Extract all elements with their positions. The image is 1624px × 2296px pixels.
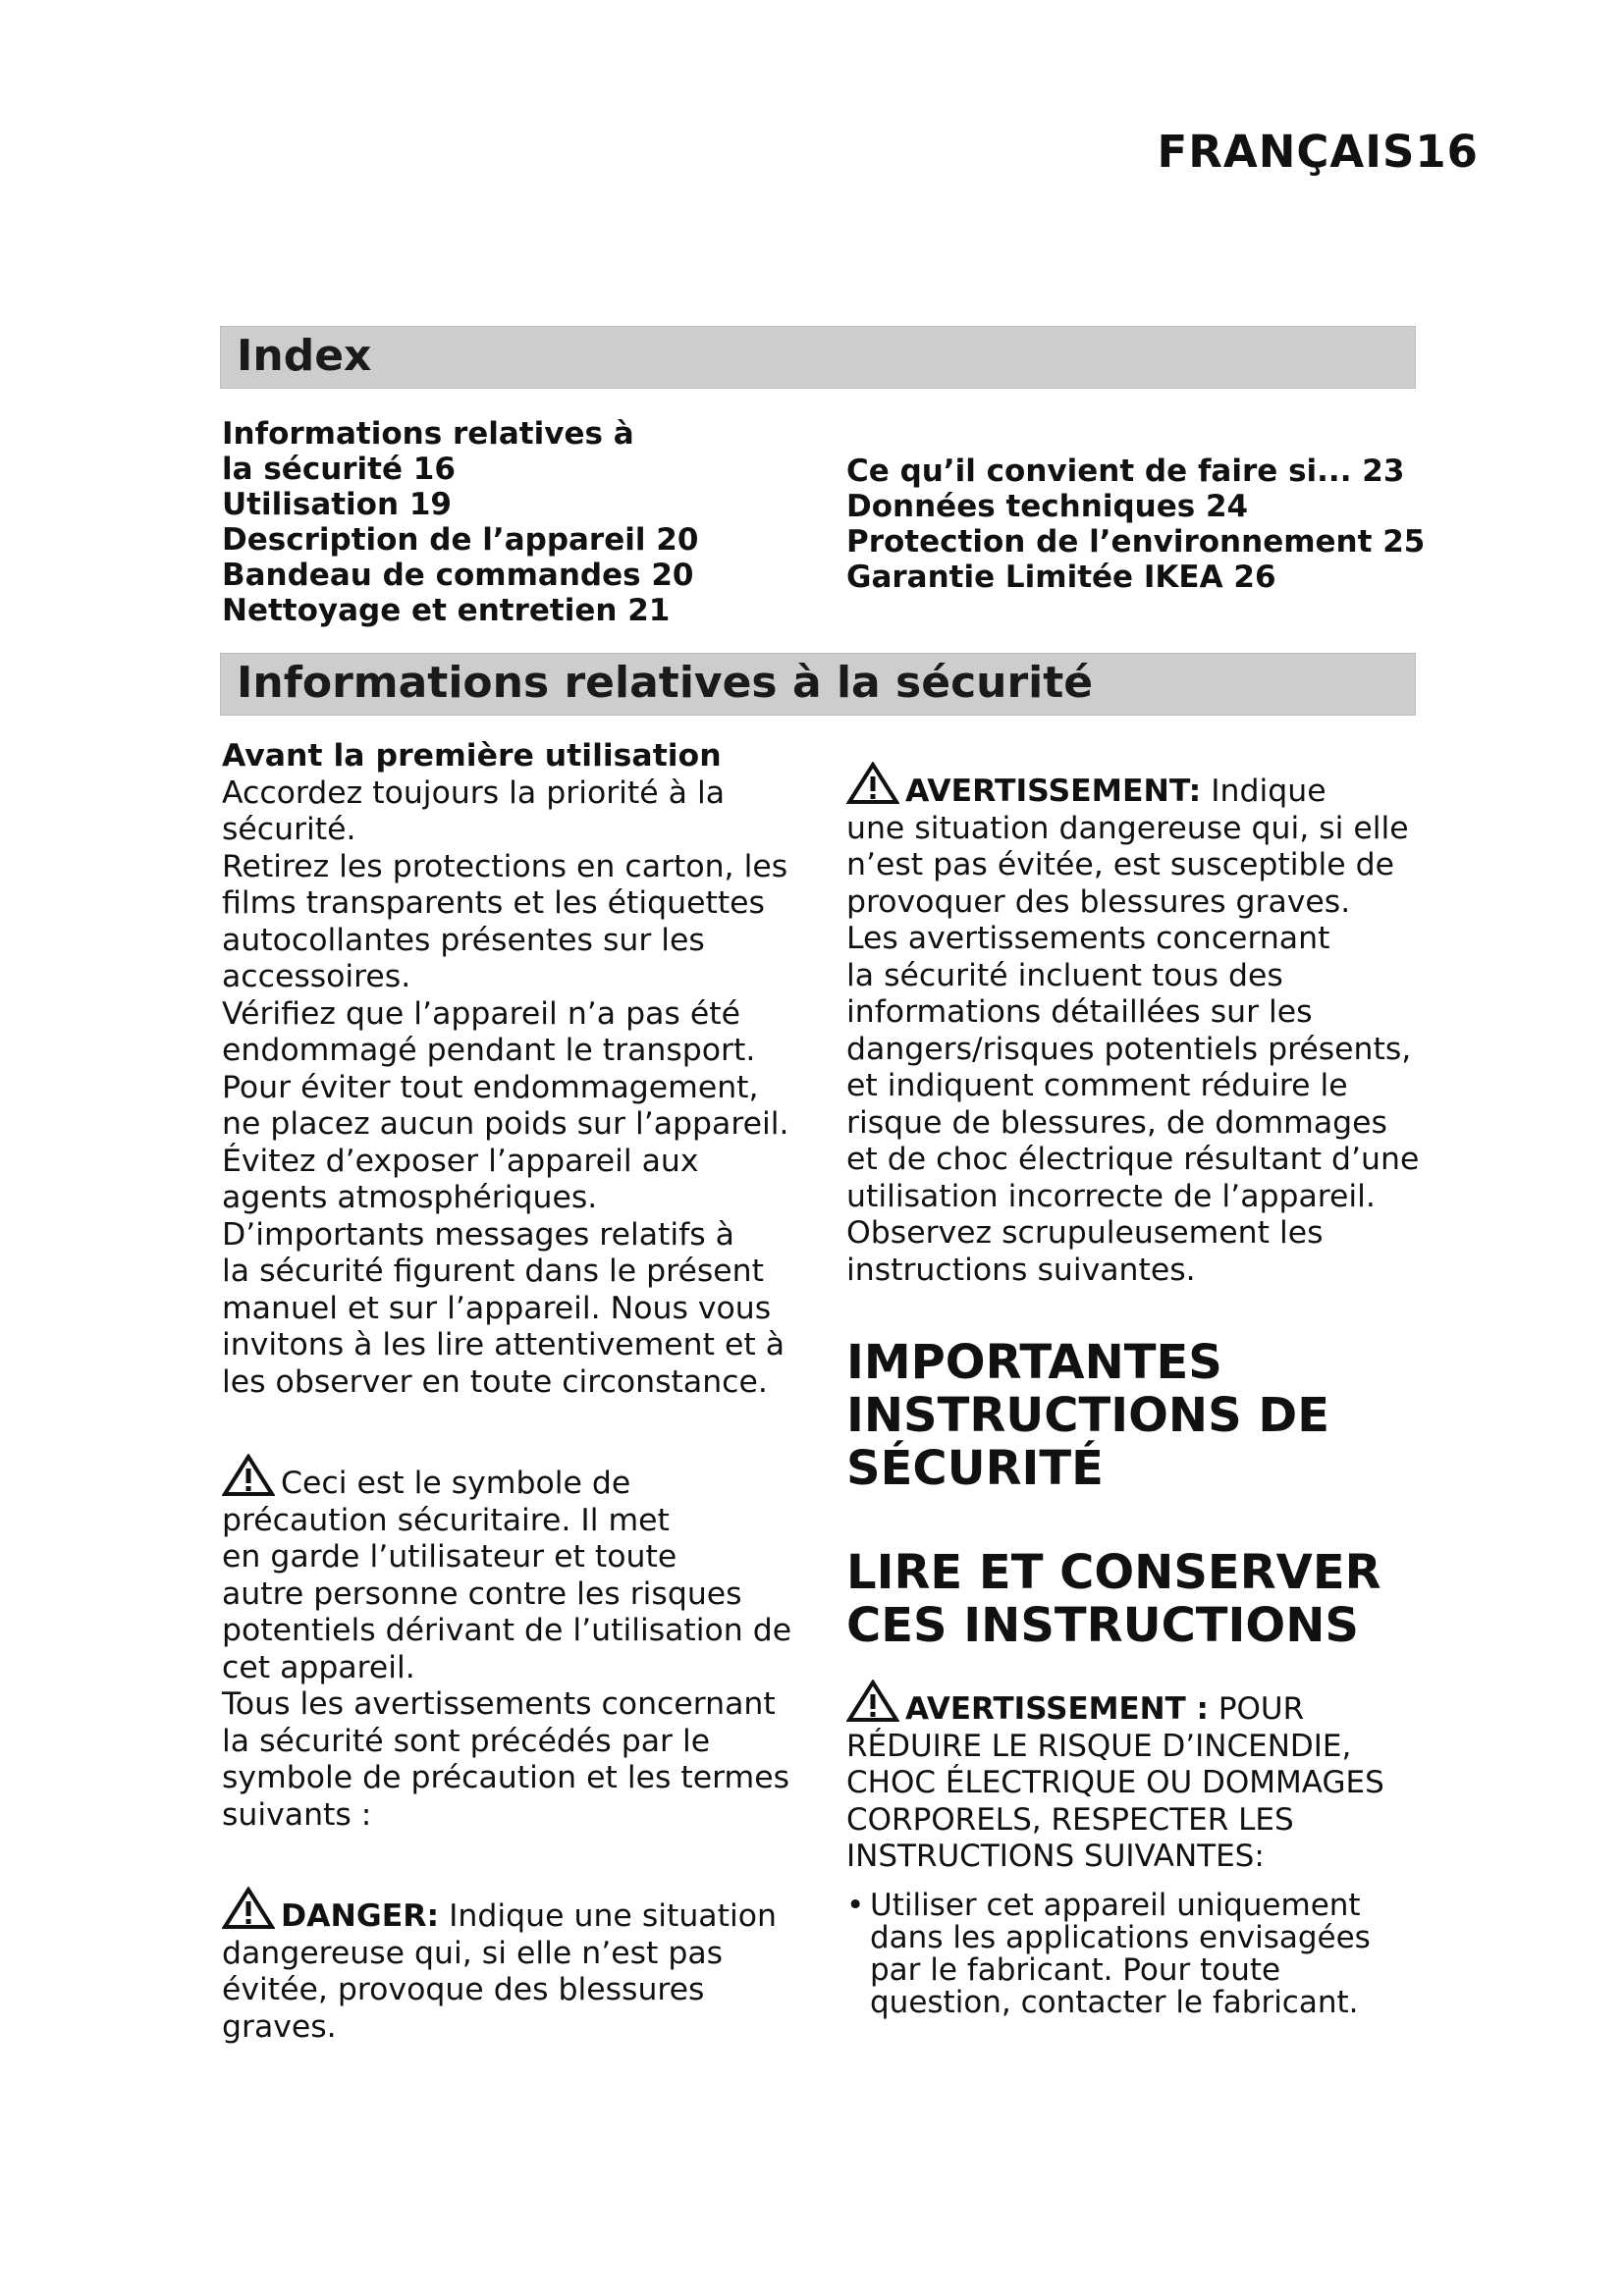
- warning-triangle-icon: [846, 762, 899, 805]
- first-use-subtitle: Avant la première utilisation: [222, 738, 722, 774]
- index-section-bar: [220, 326, 1416, 389]
- toc-left-column: [222, 416, 698, 628]
- text-line: dans les applications envisagées: [870, 1919, 1371, 1955]
- text-line: la sécurité sont précédés par le: [222, 1723, 711, 1759]
- text-line: agents atmosphériques.: [222, 1180, 598, 1215]
- index-title: Index: [237, 331, 372, 381]
- bullet-dot: •: [846, 1887, 865, 1923]
- heading-line: INSTRUCTIONS DE: [846, 1388, 1329, 1443]
- warning-label: AVERTISSEMENT:: [905, 774, 1202, 809]
- page-header: FRANÇAIS16: [1157, 126, 1479, 178]
- safety-section-bar: [220, 653, 1416, 716]
- text-line: instructions suivantes.: [846, 1252, 1196, 1288]
- text-line: Indique une situation: [439, 1898, 777, 1934]
- list-item: [846, 1887, 1435, 2020]
- safety-left-column: [222, 738, 811, 2046]
- safety-title: Informations relatives à la sécurité: [237, 658, 1094, 708]
- text-line: risque de blessures, de dommages: [846, 1104, 1387, 1141]
- instructions-list: [846, 1887, 1435, 2020]
- toc-entry[interactable]: Protection de l’environnement 25: [846, 524, 1426, 560]
- text-line: les observer en toute circonstance.: [222, 1363, 768, 1400]
- toc-entry[interactable]: Ce qu’il convient de faire si... 23: [846, 454, 1405, 489]
- text-line: Observez scrupuleusement les: [846, 1215, 1324, 1251]
- text-line: cet appareil.: [222, 1649, 415, 1685]
- heading-line: IMPORTANTES: [846, 1335, 1222, 1390]
- text-line: ne placez aucun poids sur l’appareil.: [222, 1106, 789, 1142]
- text-line: Vérifiez que l’appareil n’a pas été: [222, 995, 740, 1032]
- text-line: CORPORELS, RESPECTER LES: [846, 1801, 1294, 1838]
- text-line: sécurité.: [222, 812, 356, 847]
- symbol-paragraph: [222, 1454, 811, 1834]
- text-line: Ceci est le symbole de: [281, 1466, 631, 1501]
- toc-entry[interactable]: Données techniques 24: [846, 489, 1249, 524]
- text-line: par le fabricant. Pour toute: [870, 1951, 1281, 1988]
- text-line: Évitez d’exposer l’appareil aux: [222, 1143, 699, 1179]
- text-line: n’est pas évitée, est susceptible de: [846, 847, 1395, 882]
- text-line: D’importants messages relatifs à: [222, 1216, 734, 1253]
- warning-triangle-icon: [222, 1454, 275, 1497]
- text-line: accessoires.: [222, 959, 411, 994]
- toc-entry[interactable]: Description de l’appareil 20: [222, 522, 699, 558]
- toc-entry[interactable]: Garantie Limitée IKEA 26: [846, 560, 1276, 595]
- heading-line: SÉCURITÉ: [846, 1441, 1104, 1496]
- text-line: POUR: [1208, 1691, 1305, 1727]
- toc-entry[interactable]: Bandeau de commandes 20: [222, 558, 694, 593]
- text-line: autocollantes présentes sur les: [222, 922, 705, 958]
- text-line: endommagé pendant le transport.: [222, 1033, 756, 1068]
- text-line: Pour éviter tout endommagement,: [222, 1069, 759, 1105]
- heading-line: CES INSTRUCTIONS: [846, 1598, 1359, 1653]
- danger-label: DANGER:: [281, 1898, 440, 1934]
- text-line: provoquer des blessures graves.: [846, 883, 1351, 920]
- toc-entry[interactable]: la sécurité 16: [222, 452, 456, 487]
- text-line: dangereuse qui, si elle n’est pas: [222, 1935, 724, 1971]
- text-line: manuel et sur l’appareil. Nous vous: [222, 1290, 772, 1326]
- toc-entry[interactable]: Utilisation 19: [222, 487, 452, 522]
- text-line: utilisation incorrecte de l’appareil.: [846, 1178, 1376, 1214]
- text-line: CHOC ÉLECTRIQUE OU DOMMAGES: [846, 1765, 1384, 1800]
- read-and-keep-heading: [846, 1546, 1435, 1652]
- text-line: précaution sécuritaire. Il met: [222, 1502, 670, 1538]
- text-line: films transparents et les étiquettes: [222, 885, 765, 921]
- text-line: la sécurité incluent tous des: [846, 957, 1283, 993]
- heading-line: LIRE ET CONSERVER: [846, 1545, 1381, 1600]
- text-line: évitée, provoque des blessures: [222, 1972, 705, 2007]
- warning2-paragraph: [846, 1680, 1435, 1876]
- text-line: dangers/risques potentiels présents,: [846, 1031, 1412, 1067]
- safety-right-column: [846, 762, 1435, 2019]
- text-line: symbole de précaution et les termes: [222, 1760, 790, 1795]
- warning-triangle-icon: [222, 1887, 275, 1930]
- toc-entry[interactable]: Informations relatives à: [222, 416, 634, 452]
- warning2-label: AVERTISSEMENT :: [905, 1691, 1209, 1727]
- text-line: Retirez les protections en carton, les: [222, 848, 788, 884]
- text-line: la sécurité figurent dans le présent: [222, 1254, 764, 1289]
- warning-triangle-icon: [846, 1680, 899, 1723]
- text-line: et de choc électrique résultant d’une: [846, 1142, 1420, 1177]
- text-line: Les avertissements concernant: [846, 921, 1330, 956]
- danger-paragraph: [222, 1887, 811, 2046]
- text-line: potentiels dérivant de l’utilisation de: [222, 1613, 792, 1648]
- text-line: question, contacter le fabricant.: [870, 1984, 1359, 2020]
- text-line: en garde l’utilisateur et toute: [222, 1539, 677, 1575]
- text-line: une situation dangereuse qui, si elle: [846, 810, 1409, 846]
- text-line: informations détaillées sur les: [846, 994, 1313, 1030]
- text-line: RÉDUIRE LE RISQUE D’INCENDIE,: [846, 1728, 1352, 1764]
- toc-entry[interactable]: Nettoyage et entretien 21: [222, 593, 671, 628]
- text-line: suivants :: [222, 1796, 372, 1833]
- toc-right-column: [846, 454, 1425, 595]
- text-line: et indiquent comment réduire le: [846, 1068, 1348, 1103]
- text-line: graves.: [222, 2008, 337, 2045]
- text-line: Indique: [1201, 774, 1326, 809]
- text-line: autre personne contre les risques: [222, 1575, 742, 1612]
- text-line: Utiliser cet appareil uniquement: [870, 1887, 1361, 1923]
- text-line: Tous les avertissements concernant: [222, 1686, 776, 1722]
- intro-paragraph: [222, 775, 811, 1402]
- text-line: INSTRUCTIONS SUIVANTES:: [846, 1839, 1265, 1874]
- text-line: Accordez toujours la priorité à la: [222, 774, 726, 811]
- text-line: invitons à les lire attentivement et à: [222, 1327, 785, 1362]
- important-instructions-heading: [846, 1336, 1435, 1495]
- warning-paragraph: [846, 762, 1435, 1289]
